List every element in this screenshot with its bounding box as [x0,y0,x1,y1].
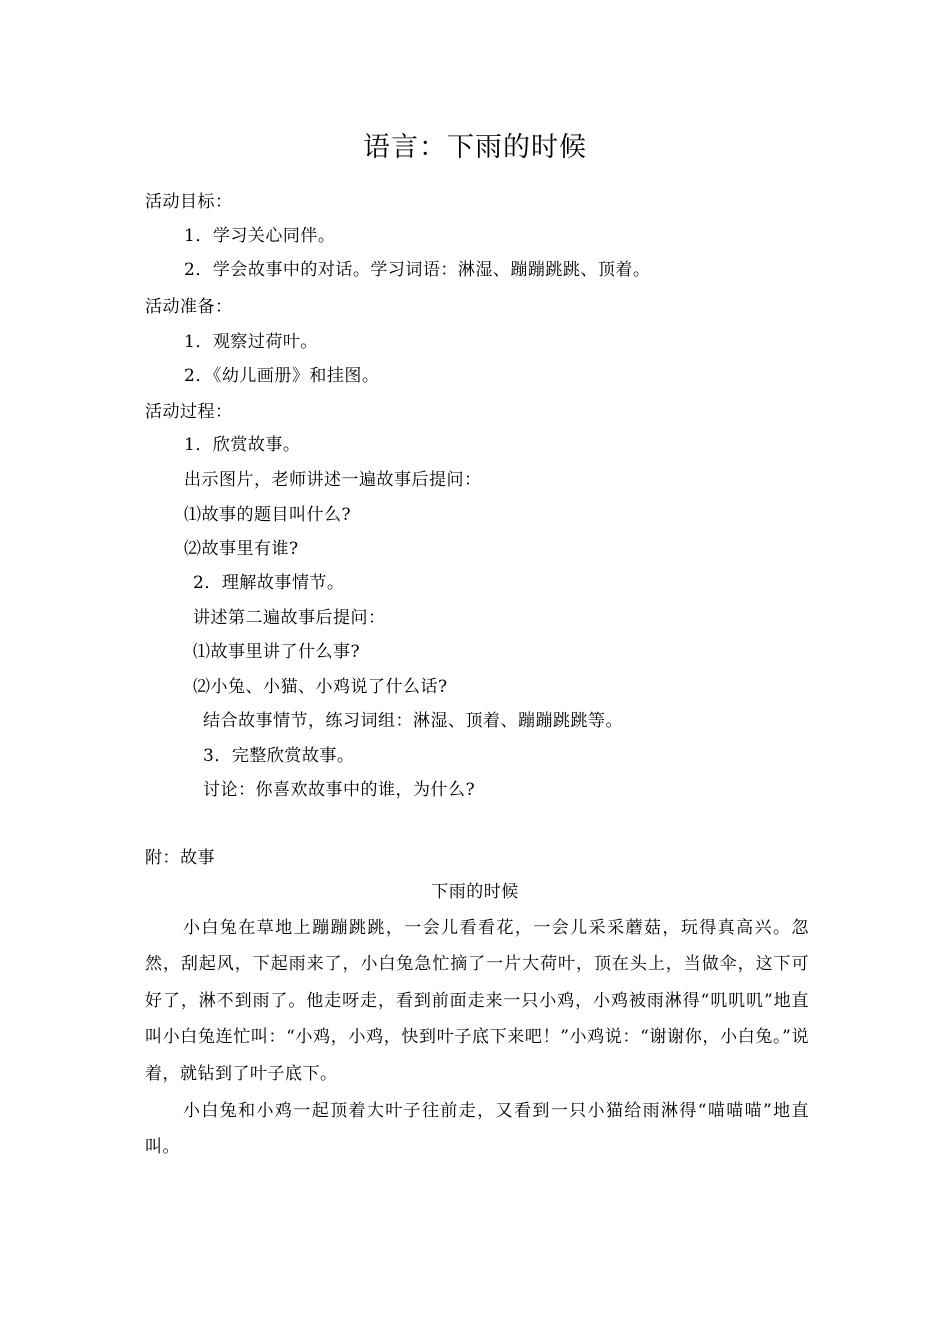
process-question: ⑵小兔、小猫、小鸡说了什么话? [193,677,448,697]
process-question: ⑵故事里有谁? [184,539,299,559]
goal-item: 2．学会故事中的对话。学习词语：淋湿、蹦蹦跳跳、顶着。 [184,260,651,280]
story-title: 下雨的时候 [431,882,519,902]
process-heading: 活动过程： [145,402,233,422]
process-line: 讨论：你喜欢故事中的谁，为什么? [203,780,476,800]
process-line: 结合故事情节，练习词组：淋湿、顶着、蹦蹦跳跳等。 [203,711,623,731]
prep-item: 1．观察过荷叶。 [184,332,318,352]
process-line: 讲述第二遍故事后提问： [193,608,386,628]
goals-heading: 活动目标： [145,192,233,212]
prep-item: 2．《幼儿画册》和挂图。 [184,366,380,386]
story-paragraph: 小白兔和小鸡一起顶着大叶子往前走，又看到一只小猫给雨淋得“喵喵喵”地直叫。 [145,1101,809,1158]
page-title: 语言：下雨的时候 [363,132,587,163]
process-step: 3．完整欣赏故事。 [203,746,355,766]
process-step: 1．欣赏故事。 [184,435,301,455]
story-paragraph: 小白兔在草地上蹦蹦跳跳，一会儿看看花，一会儿采采蘑菇，玩得真高兴。忽然，刮起风，下起雨来了，小白兔急忙摘了一片大荷叶，顶在头上，当做伞，这下可好了，淋不到雨了。他走呀走，看到前面走来一只小鸡，小鸡被雨淋得“叽叽叽”地直叫小白兔连忙叫：“小鸡，小鸡，快到叶子底下来吧！”小鸡说：“谢谢你，小白兔。”说着，就钻到了叶子底下。 [145,918,809,1084]
process-question: ⑴故事里讲了什么事? [193,642,361,662]
process-question: ⑴故事的题目叫什么? [184,505,352,525]
appendix-heading: 附：故事 [145,848,215,868]
prep-heading: 活动准备： [145,297,233,317]
process-step: 2．理解故事情节。 [193,573,345,593]
goal-item: 1．学习关心同伴。 [184,226,336,246]
process-line: 出示图片，老师讲述一遍故事后提问： [184,470,482,490]
